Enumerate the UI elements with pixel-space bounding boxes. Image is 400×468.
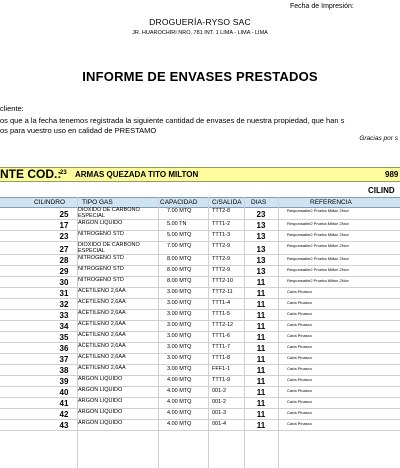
gas-type: NITROGENO STD [78,277,124,283]
table-row [0,354,400,365]
days-count: 11 [256,388,266,397]
reference: Responsable2 Prueba Milton 2Nov [287,267,349,272]
table-row [0,387,400,398]
cylinder-number: 40 [59,388,69,397]
reference: Responsable2 Prueba Milton 2Nov [287,278,349,283]
table-row [0,343,400,354]
gas-type: ARGON LIQUIDO [78,420,123,426]
exit-code: TTT2-12 [212,322,234,328]
thanks-note: Gracias por s [359,135,398,142]
gas-type: DIOXIDO DE CARBONO ESPECIAL [78,242,140,254]
cylinder-number: 28 [59,256,69,265]
reference: Carla Pinasco [287,388,312,393]
col-reference: REFERENCIA [310,199,352,206]
cylinder-number: 25 [59,210,69,219]
intro-greeting: cliente: [0,104,24,113]
days-count: 13 [256,245,266,254]
days-count: 11 [256,289,266,298]
client-code: 23 [60,170,67,176]
capacity: 3.00 MTQ [167,311,192,317]
exit-code: 001-2 [212,388,227,394]
table-row [0,310,400,321]
gas-type: ACETILENO 2,6AA [78,354,126,360]
exit-code: TTT1-5 [212,311,231,317]
reference: Carla Pinasco [287,333,312,338]
reference: Carla Pinasco [287,322,312,327]
cylinder-number: 27 [59,245,69,254]
days-count: 11 [256,366,266,375]
exit-code: 001-2 [212,399,227,405]
reference: Carla Pinasco [287,311,312,316]
col-exit: C/SALIDA [212,199,242,206]
table-row [0,255,400,266]
gas-type: ACETILENO 2,6AA [78,288,126,294]
capacity: 3.00 MTQ [167,300,192,306]
days-count: 23 [256,210,266,219]
gas-type: ARGON LIQUIDO [78,220,123,226]
reference: Responsable2 Prueba Milton 2Nov [287,221,349,226]
exit-code: FFF1-1 [212,366,231,372]
col-capacity: CAPACIDAD [160,199,198,206]
cylinder-number: 33 [59,311,69,320]
exit-code: TTT1-7 [212,344,231,350]
days-count: 13 [256,267,266,276]
gas-type: ACETILENO 2,6AA [78,332,126,338]
exit-code: TTT2-8 [212,208,231,214]
days-count: 11 [256,421,266,430]
days-count: 11 [256,278,266,287]
capacity: 3.00 MTQ [167,289,192,295]
capacity: 4.00 MTQ [167,421,192,427]
capacity: 3.00 MTQ [167,355,192,361]
exit-code: TTT1-6 [212,333,231,339]
table-row [0,420,400,431]
capacity: 3.00 MTQ [167,366,192,372]
capacity: 8.00 MTQ [167,256,192,262]
reference: Carla Pinasco [287,410,312,415]
intro-text-line-1: os que a la fecha tenemos registrada la siguiente cantidad de envases de nuestra propiedad, que han s [0,116,345,125]
capacity: 4.00 MTQ [167,388,192,394]
cylinder-number: 31 [59,289,69,298]
days-count: 11 [256,399,266,408]
table-row [0,409,400,420]
capacity: 5.00 TN [167,221,187,227]
gas-type: NITROGENO STD [78,266,124,272]
days-count: 13 [256,221,266,230]
capacity: 3.00 MTQ [167,333,192,339]
exit-code: TTT1-8 [212,355,231,361]
gas-type: ACETILENO 2,6AA [78,365,126,371]
capacity: 8.00 MTQ [167,267,192,273]
days-count: 11 [256,355,266,364]
gas-type: NITROGENO STD [78,255,124,261]
gas-type: ARGON LIQUIDO [78,376,123,382]
capacity: 3.00 MTQ [167,322,192,328]
reference: Carla Pinasco [287,355,312,360]
col-gas-type: TIPO GAS [82,199,113,206]
days-count: 11 [256,333,266,342]
gas-type: ACETILENO 2,6AA [78,321,126,327]
table-row [0,299,400,310]
cylinder-number: 42 [59,410,69,419]
reference: Carla Pinasco [287,300,312,305]
gas-type: ACETILENO 2,6AA [78,299,126,305]
print-date-label: Fecha de Impresión: [290,3,354,10]
table-row [0,332,400,343]
cylinder-number: 41 [59,399,69,408]
capacity: 8.00 MTQ [167,278,192,284]
table-row [0,288,400,299]
col-cylinder: CILINDRO [34,199,66,206]
gas-type: DIOXIDO DE CARBONO ESPECIAL [78,207,140,219]
reference: Responsable2 Prueba Milton 2Nov [287,232,349,237]
days-count: 11 [256,377,266,386]
exit-code: TTT2-9 [212,243,231,249]
reference: Carla Pinasco [287,344,312,349]
company-name: DROGUERÍA-RYSO SAC [149,17,251,27]
cylinder-number: 32 [59,300,69,309]
days-count: 13 [256,232,266,241]
days-count: 13 [256,256,266,265]
reference: Carla Pinasco [287,289,312,294]
days-count: 11 [256,300,266,309]
capacity: 5.00 MTQ [167,232,192,238]
exit-code: TTT2-9 [212,267,231,273]
exit-code: TTT1-4 [212,300,231,306]
capacity: 4.00 MTQ [167,377,192,383]
report-title: INFORME DE ENVASES PRESTADOS [82,69,318,84]
table-row [0,231,400,242]
table-row [0,220,400,231]
cylinder-number: 36 [59,344,69,353]
cylinder-number: 38 [59,366,69,375]
company-address: JR. HUAROCHIRI NRO. 781 INT. 1 LIMA - LIMA - LIMA [132,30,268,36]
days-count: 11 [256,410,266,419]
capacity: 7.00 MTQ [167,243,192,249]
table-row [0,398,400,409]
days-count: 11 [256,322,266,331]
gas-type: NITROGENO STD [78,231,124,237]
exit-code: TTT2-10 [212,278,234,284]
cylinder-number: 43 [59,421,69,430]
gas-type: ARGON LIQUIDO [78,387,123,393]
capacity: 4.00 MTQ [167,410,192,416]
table-row [0,207,400,220]
exit-code: 001-4 [212,421,227,427]
reference: Responsable2 Prueba Milton 2Nov [287,243,349,248]
exit-code: TTT1-2 [212,221,231,227]
cylinder-number: 17 [59,221,69,230]
cylinder-number: 30 [59,278,69,287]
client-bar [0,167,400,182]
table-row [0,266,400,277]
gas-type: ARGON LIQUIDO [78,398,123,404]
client-name: ARMAS QUEZADA TITO MILTON [75,170,199,179]
exit-code: TTT1-3 [212,232,231,238]
capacity: 7.00 MTQ [167,208,192,214]
table-row [0,376,400,387]
cylinder-number: 29 [59,267,69,276]
capacity: 3.00 MTQ [167,344,192,350]
reference: Carla Pinasco [287,366,312,371]
exit-code: TTT1-9 [212,377,231,383]
gas-type: ARGON LIQUIDO [78,409,123,415]
reference: Carla Pinasco [287,399,312,404]
days-count: 11 [256,311,266,320]
exit-code: TTT2-11 [212,289,233,295]
capacity: 4.00 MTQ [167,399,192,405]
client-code-label: NTE COD.: [0,167,62,181]
cylinder-number: 34 [59,322,69,331]
client-number: 989 [385,170,399,179]
cylinder-number: 35 [59,333,69,342]
cylinder-number: 37 [59,355,69,364]
table-row [0,365,400,376]
intro-text-line-2: os para vuestro uso en calidad de PRESTAMO [0,126,157,135]
exit-code: 001-3 [212,410,227,416]
col-days: DIAS [251,199,267,206]
cylinder-number: 23 [59,232,69,241]
reference: Carla Pinasco [287,377,312,382]
table-row [0,277,400,288]
reference: Responsable2 Prueba Milton 2Nov [287,256,349,261]
days-count: 11 [256,344,266,353]
table-row [0,242,400,255]
reference: Carla Pinasco [287,421,312,426]
exit-code: TTT2-9 [212,256,231,262]
table-row [0,321,400,332]
cylinder-number: 39 [59,377,69,386]
reference: Responsable2 Prueba Milton 2Nov [287,208,349,213]
gas-type: ACETILENO 2,6AA [78,343,126,349]
cylinders-section-label: CILIND [368,186,395,195]
gas-type: ACETILENO 2,6AA [78,310,126,316]
